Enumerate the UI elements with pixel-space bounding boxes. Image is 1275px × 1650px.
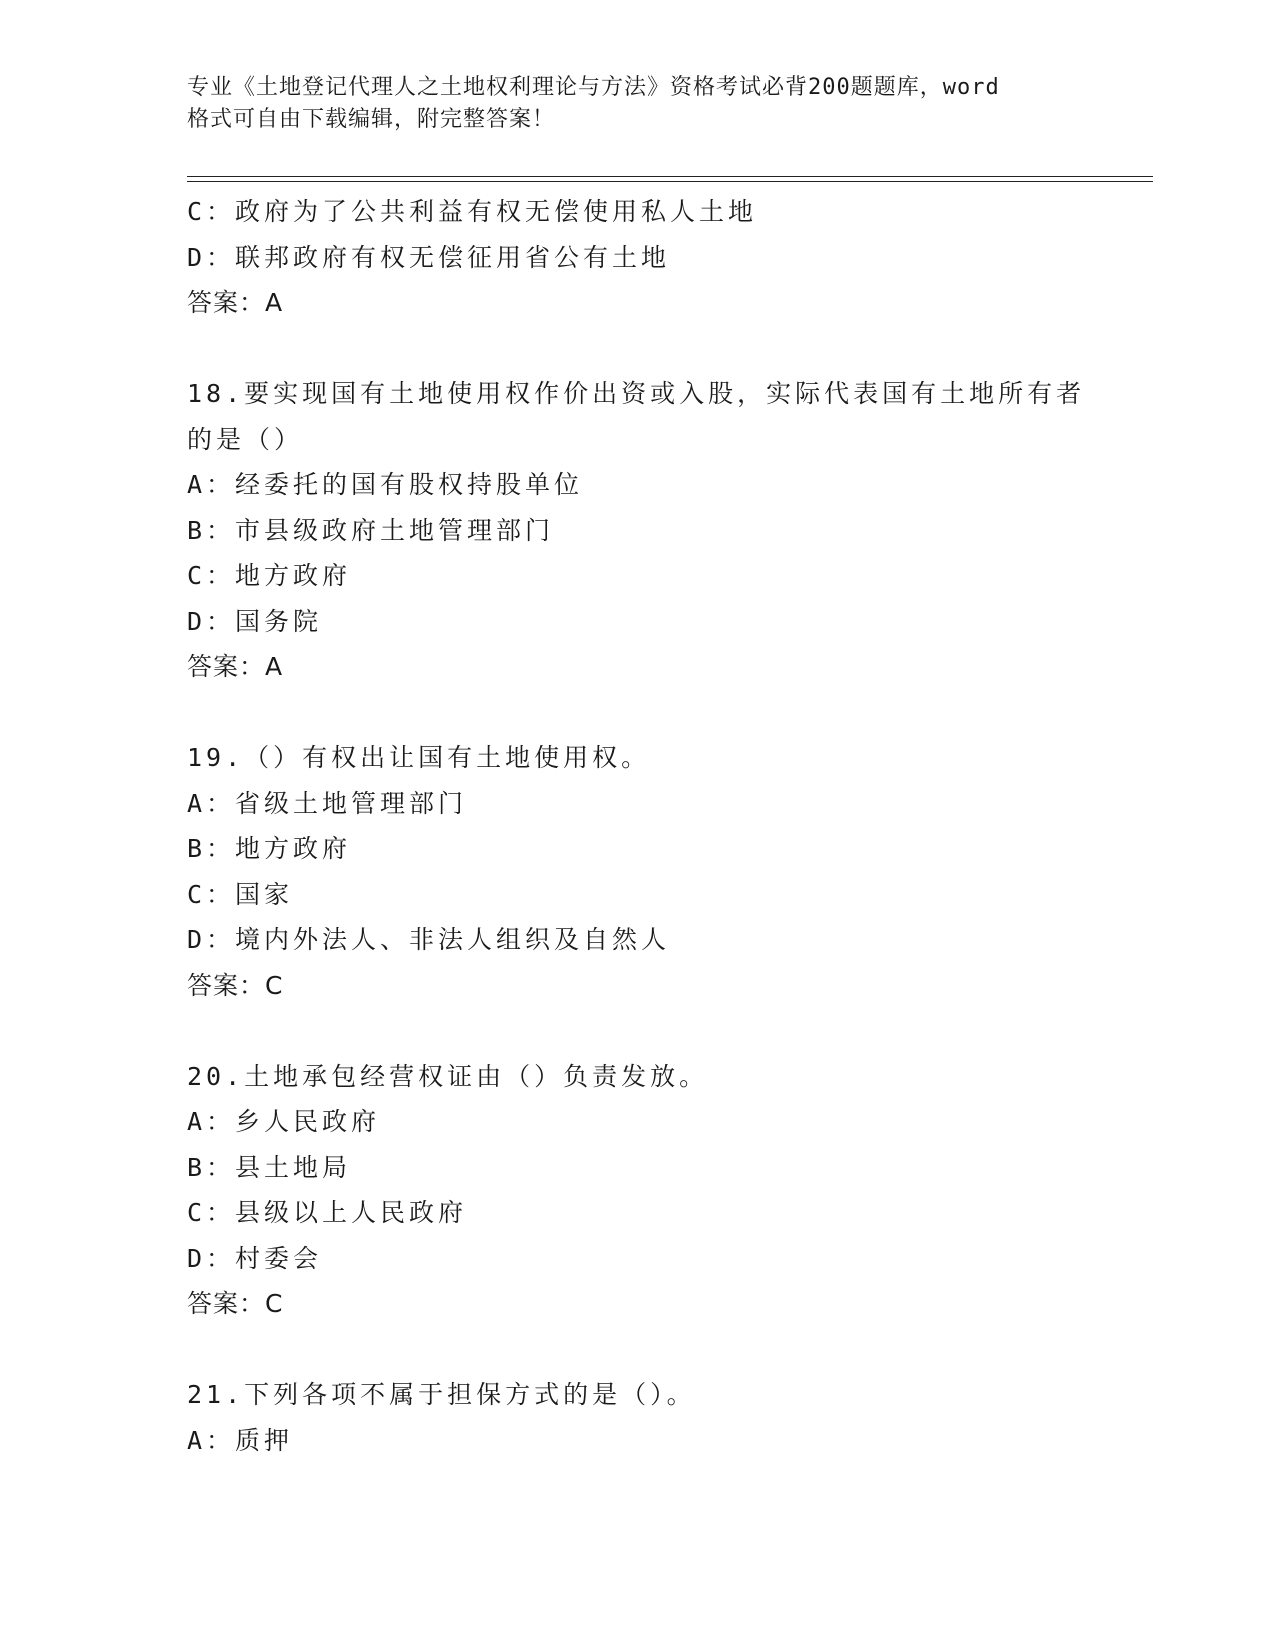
answer-line: 答案：C [187,970,284,1000]
question-stem: 19.（）有权出让国有土地使用权。 [187,743,651,772]
option-a: A：省级土地管理部门 [187,788,468,818]
question-stem: 21.下列各项不属于担保方式的是（）。 [187,1380,696,1409]
question-stem-continued: 的是（） [187,424,304,454]
option-d: D：村委会 [187,1243,323,1273]
header-divider-bottom [187,181,1153,182]
option-c: C：政府为了公共利益有权无偿使用私人土地 [187,197,758,226]
spacer [187,1008,1147,1054]
option-d: D：国务院 [187,606,323,636]
option-c: C：地方政府 [187,561,352,590]
question-fragment [187,189,1147,326]
question-19 [187,735,1147,1008]
question-21 [187,1372,1147,1463]
option-d: D：境内外法人、非法人组织及自然人 [187,925,671,954]
answer-line: 答案：A [187,652,284,681]
answer-line: 答案：A [187,288,284,317]
spacer [187,690,1147,736]
question-20 [187,1054,1147,1327]
option-c: C：国家 [187,879,294,909]
question-list [187,189,1147,1463]
question-18 [187,371,1147,690]
option-b: B：县土地局 [187,1152,352,1182]
option-a: A：经委托的国有股权持股单位 [187,470,584,499]
spacer [187,1327,1147,1373]
option-d: D：联邦政府有权无偿征用省公有土地 [187,242,671,272]
question-stem: 18.要实现国有土地使用权作价出资或入股，实际代表国有土地所有者 [187,379,1086,408]
document-header [187,72,1067,136]
option-c: C：县级以上人民政府 [187,1198,468,1227]
header-line-2: 格式可自由下载编辑，附完整答案！ [187,107,556,132]
spacer [187,326,1147,372]
question-stem: 20.土地承包经营权证由（）负责发放。 [187,1061,709,1091]
option-a: A：质押 [187,1425,294,1455]
answer-line: 答案：C [187,1289,284,1318]
option-b: B：市县级政府土地管理部门 [187,515,555,545]
header-line-1: 专业《土地登记代理人之土地权利理论与方法》资格考试必背200题题库，word [187,75,1000,100]
header-divider-top [187,176,1153,177]
option-b: B：地方政府 [187,834,352,863]
option-a: A：乡人民政府 [187,1107,381,1136]
